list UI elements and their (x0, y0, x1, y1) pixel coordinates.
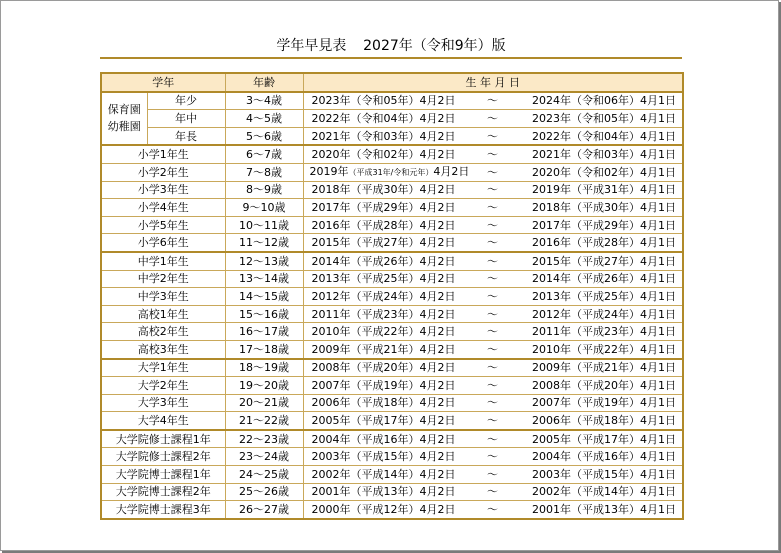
grade-cell: 大学院博士課程1年 (101, 466, 225, 484)
birth-from: 2013年（平成25年）4月2日 (311, 272, 456, 286)
age-cell: 19～20歳 (225, 377, 303, 395)
table-row (101, 377, 683, 395)
grade-cell: 中学3年生 (101, 288, 225, 306)
birth-to: 2005年（平成17年）4月1日 (532, 432, 676, 446)
age-cell: 6～7歳 (225, 145, 303, 163)
table-row (101, 92, 683, 110)
tilde: ～ (487, 165, 498, 179)
grade-cell: 高校2年生 (101, 323, 225, 341)
grade-cell: 小学6年生 (101, 234, 225, 252)
table-row (101, 323, 683, 341)
tilde: ～ (487, 307, 498, 321)
age-cell: 25～26歳 (225, 483, 303, 501)
tilde: ～ (487, 218, 498, 232)
tilde: ～ (487, 485, 498, 499)
age-cell: 3～4歳 (225, 92, 303, 110)
grade-cell: 大学院修士課程2年 (101, 448, 225, 466)
birth-from-era: （平成31年/令和元年） (348, 168, 434, 178)
birth-to: 2006年（平成18年）4月1日 (532, 414, 676, 428)
table-row (101, 270, 683, 288)
table-row (101, 110, 683, 128)
birth-cell (303, 127, 683, 145)
birth-to: 2020年（令和02年）4月1日 (532, 165, 676, 179)
birth-cell (303, 323, 683, 341)
grade-cell: 小学1年生 (101, 145, 225, 163)
table-row (101, 145, 683, 163)
birth-from: 2015年（平成27年）4月2日 (311, 236, 456, 250)
table-row (101, 394, 683, 412)
grade-cell: 大学2年生 (101, 377, 225, 395)
grade-cell: 中学2年生 (101, 270, 225, 288)
header-grade: 学年 (101, 73, 225, 92)
table-row (101, 216, 683, 234)
birth-from: 2005年（平成17年）4月2日 (311, 414, 456, 428)
age-cell: 9～10歳 (225, 199, 303, 217)
birth-to: 2012年（平成24年）4月1日 (532, 307, 676, 321)
birth-cell (303, 288, 683, 306)
tilde: ～ (487, 361, 498, 375)
birth-from: 2011年（平成23年）4月2日 (311, 307, 456, 321)
tilde: ～ (487, 432, 498, 446)
table-row (101, 340, 683, 358)
grade-cell: 小学5年生 (101, 216, 225, 234)
birth-from: 2023年（令和05年）4月2日 (311, 94, 456, 108)
birth-cell (303, 412, 683, 430)
age-cell: 18～19歳 (225, 359, 303, 377)
tilde: ～ (487, 342, 498, 356)
table-row (101, 199, 683, 217)
tilde: ～ (487, 200, 498, 214)
age-cell: 24～25歳 (225, 466, 303, 484)
birth-to: 2004年（平成16年）4月1日 (532, 450, 676, 464)
birth-from: 2001年（平成13年）4月2日 (311, 485, 456, 499)
grade-cell: 大学院博士課程2年 (101, 483, 225, 501)
birth-to: 2016年（平成28年）4月1日 (532, 236, 676, 250)
birth-from: 2014年（平成26年）4月2日 (311, 254, 456, 268)
grade-cell: 大学4年生 (101, 412, 225, 430)
tilde: ～ (487, 111, 498, 125)
birth-cell (303, 216, 683, 234)
age-cell: 20～21歳 (225, 394, 303, 412)
grade-cell: 大学院博士課程3年 (101, 501, 225, 519)
birth-cell (303, 466, 683, 484)
birth-cell (303, 305, 683, 323)
birth-to: 2022年（令和04年）4月1日 (532, 129, 676, 143)
tilde: ～ (487, 414, 498, 428)
birth-to: 2009年（平成21年）4月1日 (532, 361, 676, 375)
header-age: 年齢 (225, 73, 303, 92)
birth-cell (303, 163, 683, 181)
table-row (101, 466, 683, 484)
age-cell: 22～23歳 (225, 430, 303, 448)
birth-from: 2004年（平成16年）4月2日 (311, 432, 456, 446)
preschool-label-1: 保育園 (107, 103, 141, 117)
birth-cell (303, 252, 683, 270)
birth-to: 2023年（令和05年）4月1日 (532, 111, 676, 125)
birth-cell (303, 448, 683, 466)
age-cell: 23～24歳 (225, 448, 303, 466)
birth-from: 2000年（平成12年）4月2日 (311, 503, 456, 517)
age-cell: 12～13歳 (225, 252, 303, 270)
birth-from-year: 2019年 (309, 165, 349, 179)
table-row (101, 181, 683, 199)
age-cell: 13～14歳 (225, 270, 303, 288)
tilde: ～ (487, 396, 498, 410)
table-row (101, 483, 683, 501)
birth-from: 2021年（令和03年）4月2日 (311, 129, 456, 143)
table-row (101, 501, 683, 519)
tilde: ～ (487, 148, 498, 162)
birth-to: 2002年（平成14年）4月1日 (532, 485, 676, 499)
birth-cell (303, 483, 683, 501)
grade-cell: 年長 (147, 127, 225, 145)
grade-cell: 年少 (147, 92, 225, 110)
birth-from: 2009年（平成21年）4月2日 (311, 342, 456, 356)
birth-cell (303, 359, 683, 377)
tilde: ～ (487, 94, 498, 108)
birth-from: 2016年（平成28年）4月2日 (311, 218, 456, 232)
birth-from: 2012年（平成24年）4月2日 (311, 289, 456, 303)
birth-to: 2019年（平成31年）4月1日 (532, 183, 676, 197)
table-row (101, 127, 683, 145)
birth-cell (303, 199, 683, 217)
birth-cell (303, 110, 683, 128)
age-cell: 11～12歳 (225, 234, 303, 252)
birth-from: 2003年（平成15年）4月2日 (311, 450, 456, 464)
age-cell: 5～6歳 (225, 127, 303, 145)
page-title: 学年早見表 2027年（令和9年）版 (276, 38, 506, 54)
tilde: ～ (487, 272, 498, 286)
birth-from: 2006年（平成18年）4月2日 (311, 396, 456, 410)
grade-cell: 年中 (147, 110, 225, 128)
grade-cell: 大学3年生 (101, 394, 225, 412)
table-row (101, 288, 683, 306)
birth-cell (303, 234, 683, 252)
tilde: ～ (487, 236, 498, 250)
birth-to: 2010年（平成22年）4月1日 (532, 342, 676, 356)
birth-cell (303, 270, 683, 288)
birth-from (309, 164, 470, 180)
grade-cell: 小学4年生 (101, 199, 225, 217)
birth-from: 2008年（平成20年）4月2日 (311, 361, 456, 375)
header-birth: 生 年 月 日 (303, 73, 683, 92)
birth-to: 2007年（平成19年）4月1日 (532, 396, 676, 410)
title-underline (100, 57, 682, 59)
age-cell: 26～27歳 (225, 501, 303, 519)
birth-to: 2021年（令和03年）4月1日 (532, 148, 676, 162)
birth-to: 2011年（平成23年）4月1日 (532, 325, 676, 339)
birth-from: 2002年（平成14年）4月2日 (311, 467, 456, 481)
birth-from: 2020年（令和02年）4月2日 (311, 148, 456, 162)
tilde: ～ (487, 450, 498, 464)
table-row (101, 430, 683, 448)
preschool-group-cell (101, 92, 147, 146)
header-row (101, 73, 683, 92)
birth-from: 2018年（平成30年）4月2日 (311, 183, 456, 197)
age-cell: 8～9歳 (225, 181, 303, 199)
birth-cell (303, 92, 683, 110)
grade-cell: 大学1年生 (101, 359, 225, 377)
table-row (101, 234, 683, 252)
grade-cell: 高校1年生 (101, 305, 225, 323)
age-cell: 17～18歳 (225, 340, 303, 358)
tilde: ～ (487, 378, 498, 392)
table-row (101, 305, 683, 323)
table-row (101, 252, 683, 270)
grade-cell: 小学3年生 (101, 181, 225, 199)
birth-from: 2010年（平成22年）4月2日 (311, 325, 456, 339)
age-cell: 16～17歳 (225, 323, 303, 341)
grade-cell: 中学1年生 (101, 252, 225, 270)
table-row (101, 359, 683, 377)
age-cell: 10～11歳 (225, 216, 303, 234)
birth-from: 2007年（平成19年）4月2日 (311, 378, 456, 392)
birth-to: 2024年（令和06年）4月1日 (532, 94, 676, 108)
birth-cell (303, 430, 683, 448)
birth-cell (303, 394, 683, 412)
tilde: ～ (487, 467, 498, 481)
birth-to: 2008年（平成20年）4月1日 (532, 378, 676, 392)
birth-from: 2017年（平成29年）4月2日 (311, 200, 456, 214)
tilde: ～ (487, 254, 498, 268)
birth-cell (303, 340, 683, 358)
preschool-label-2: 幼稚園 (107, 120, 141, 134)
birth-cell (303, 181, 683, 199)
birth-from-day: 4月2日 (433, 165, 470, 179)
grade-cell: 大学院修士課程1年 (101, 430, 225, 448)
birth-to: 2018年（平成30年）4月1日 (532, 200, 676, 214)
table-row (101, 448, 683, 466)
age-cell: 21～22歳 (225, 412, 303, 430)
tilde: ～ (487, 503, 498, 517)
birth-from: 2022年（令和04年）4月2日 (311, 111, 456, 125)
grade-cell: 小学2年生 (101, 163, 225, 181)
birth-cell (303, 501, 683, 519)
birth-to: 2013年（平成25年）4月1日 (532, 289, 676, 303)
table-row (101, 163, 683, 181)
tilde: ～ (487, 129, 498, 143)
tilde: ～ (487, 325, 498, 339)
birth-cell (303, 377, 683, 395)
age-cell: 14～15歳 (225, 288, 303, 306)
tilde: ～ (487, 183, 498, 197)
birth-cell (303, 145, 683, 163)
grade-table (100, 72, 684, 520)
age-cell: 4～5歳 (225, 110, 303, 128)
birth-to: 2017年（平成29年）4月1日 (532, 218, 676, 232)
birth-to: 2015年（平成27年）4月1日 (532, 254, 676, 268)
birth-to: 2014年（平成26年）4月1日 (532, 272, 676, 286)
age-cell: 15～16歳 (225, 305, 303, 323)
birth-to: 2001年（平成13年）4月1日 (532, 503, 676, 517)
birth-to: 2003年（平成15年）4月1日 (532, 467, 676, 481)
table-row (101, 412, 683, 430)
grade-cell: 高校3年生 (101, 340, 225, 358)
tilde: ～ (487, 289, 498, 303)
age-cell: 7～8歳 (225, 163, 303, 181)
